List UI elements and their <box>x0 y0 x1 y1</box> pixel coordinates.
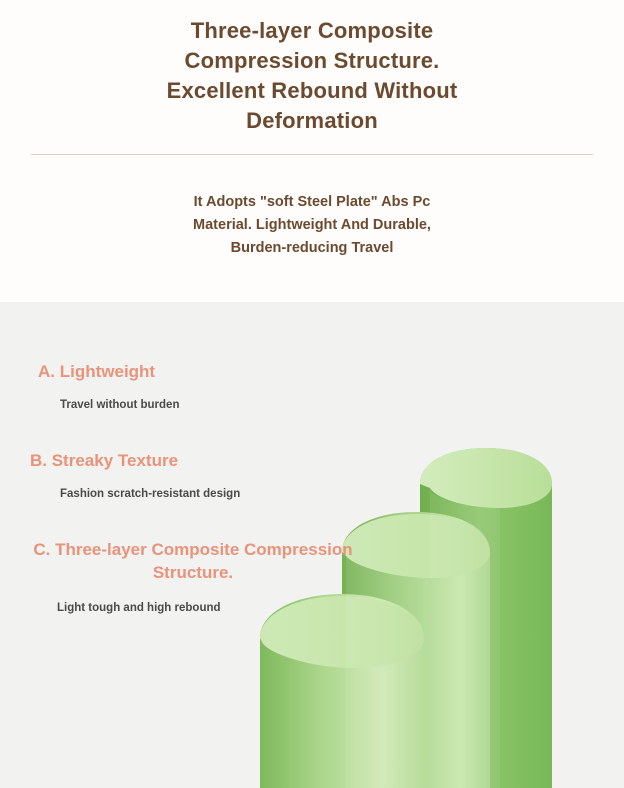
page-subtitle-line-3: Burden-reducing Travel <box>230 240 394 256</box>
page-subtitle-line-2: Material. Lightweight And Durable, <box>193 217 431 233</box>
feature-subtitle-c: Light tough and high rebound <box>57 602 221 614</box>
feature-item-lightweight <box>0 360 400 413</box>
feature-title-c-line-1: C. Three-layer Composite Compression <box>33 540 353 559</box>
page-subtitle <box>0 191 624 260</box>
feature-title-b: B. Streaky Texture <box>30 451 179 470</box>
page-subtitle-line-1: It Adopts "soft Steel Plate" Abs Pc <box>193 194 431 210</box>
page-title-line-2: Compression Structure. <box>184 48 440 73</box>
feature-item-three-layer-composite <box>0 538 400 616</box>
feature-title-c <box>28 538 358 584</box>
feature-list <box>0 302 400 652</box>
header-divider <box>31 154 593 155</box>
page-title-line-1: Three-layer Composite <box>190 18 434 43</box>
header-section <box>0 0 624 302</box>
page-title-line-3: Excellent Rebound Without <box>166 78 458 103</box>
feature-title-a: A. Lightweight <box>38 362 156 381</box>
feature-title-c-line-2: Structure. <box>152 563 234 582</box>
page-title <box>0 16 624 136</box>
page-title-line-4: Deformation <box>246 108 378 133</box>
feature-item-streaky-texture <box>0 449 400 502</box>
feature-section <box>0 302 624 788</box>
feature-subtitle-b: Fashion scratch-resistant design <box>60 488 241 500</box>
feature-subtitle-a: Travel without burden <box>60 399 180 411</box>
